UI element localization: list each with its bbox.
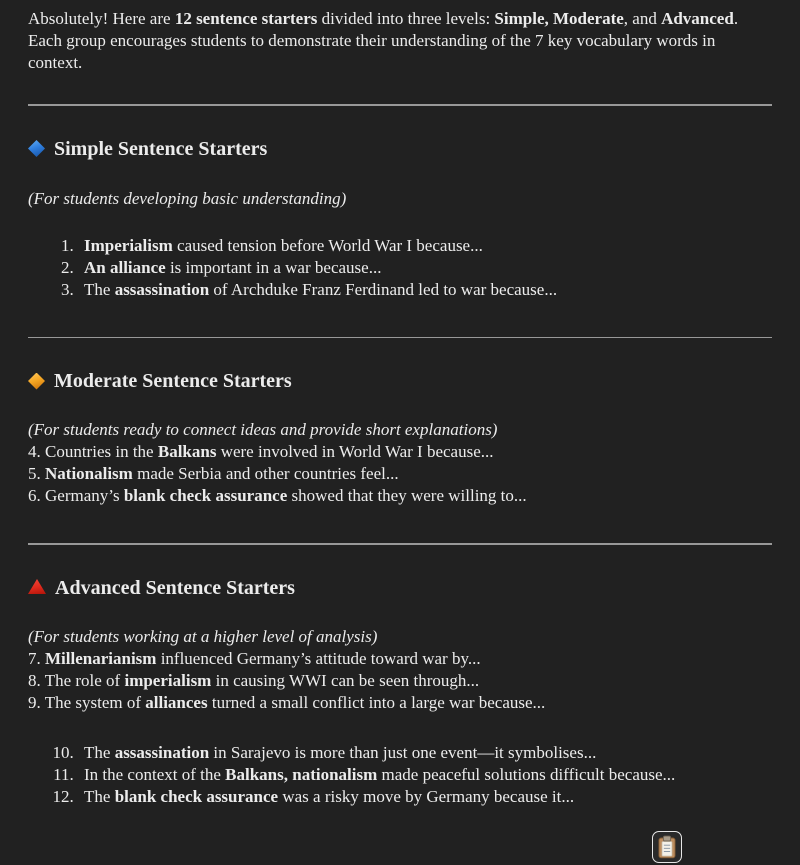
list-item: 10. The assassination in Sarajevo is more than just one event—it symbolises... [78,742,772,764]
sentence-starter-list-advanced [28,742,772,808]
sentence-starter-lines-moderate: 4. Countries in the Balkans were involved in World War I because... 5. Nationalism made Serbia and other countries feel... 6. Germany’s blank check assurance showed that they were willing to... [28,442,527,505]
assistant-message [28,8,772,808]
red-triangle-icon [28,579,46,594]
divider [28,337,772,339]
sentence-starter-lines-advanced: 7. Millenarianism influenced Germany’s attitude toward war by... 8. The role of imperialism in causing WWI can be seen through... 9. The system of alliances turned a small conflict into a large war because... [28,648,546,712]
section-title: Simple Sentence Starters [54,137,268,160]
list-item: 2. An alliance is important in a war because... [78,257,772,279]
divider [28,104,772,106]
section-title: Moderate Sentence Starters [54,370,292,392]
list-item: 11. In the context of the Balkans, nationalism made peaceful solutions difficult because... [78,764,772,786]
section-simple-heading [28,136,772,162]
list-item: 3. The assassination of Archduke Franz Ferdinand led to war because... [78,279,772,301]
orange-diamond-icon [28,373,45,390]
blue-diamond-icon [28,140,45,157]
section-simple [28,136,772,301]
section-advanced-heading [28,575,772,601]
section-body [28,419,772,507]
list-item: 1. Imperialism caused tension before World War I because... [78,235,772,257]
section-advanced [28,575,772,808]
sentence-starter-list-simple [28,235,772,301]
section-body [28,626,772,714]
section-subtitle-text: (For students working at a higher level of analysis) [28,626,378,646]
intro-paragraph: Absolutely! Here are 12 sentence starters divided into three levels: Simple, Moderate, and Advanced. Each group encourages students to demonstrate their understanding of the 7 key vocabulary words in context. [28,9,739,72]
section-subtitle-text: (For students ready to connect ideas and provide short explanations) [28,420,498,439]
section-title: Advanced Sentence Starters [55,576,295,599]
section-subtitle [28,188,772,210]
clipboard-icon [658,835,676,862]
divider [28,543,772,545]
section-moderate-heading [28,368,772,394]
list-item: 12. The blank check assurance was a risky move by Germany because it... [78,786,772,808]
section-moderate [28,368,772,507]
section-subtitle-text: (For students developing basic understanding) [28,188,347,208]
copy-button[interactable] [652,831,682,863]
